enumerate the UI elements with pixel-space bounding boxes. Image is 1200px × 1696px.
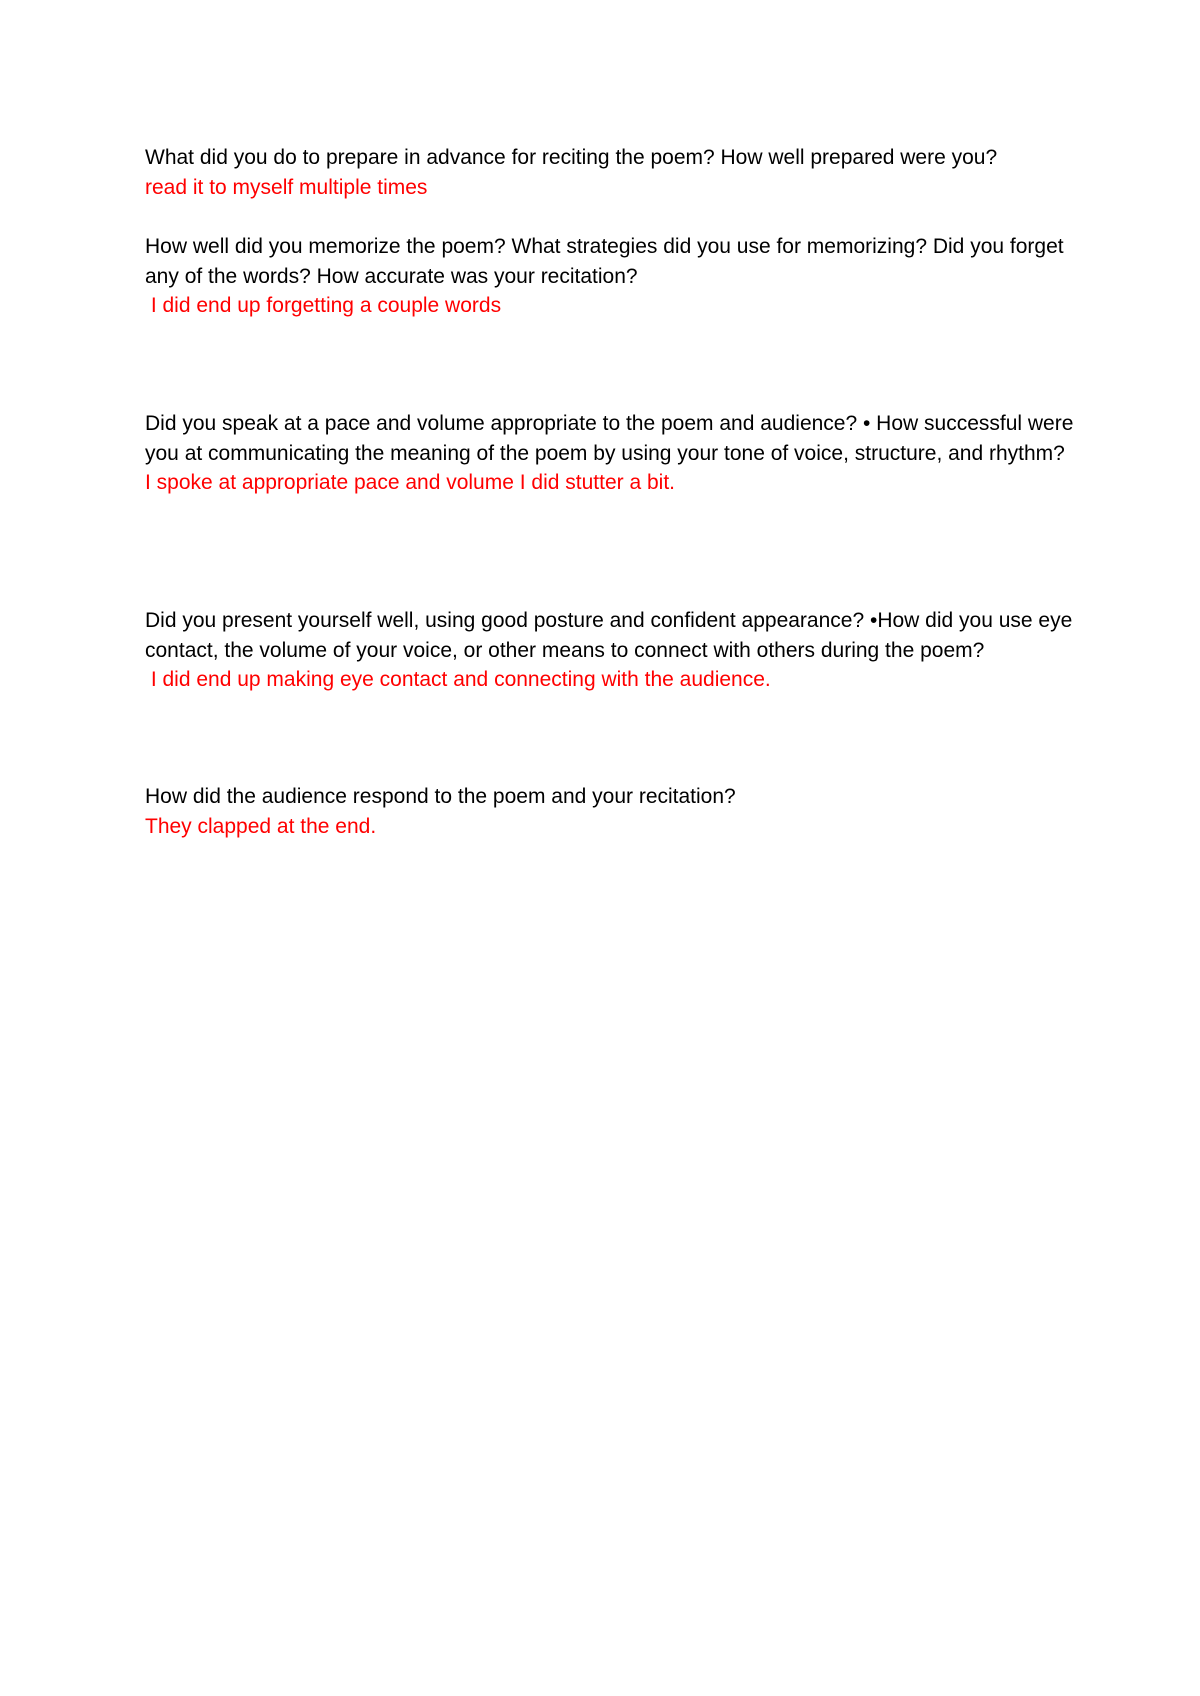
answer-text: read it to myself multiple times (145, 175, 428, 199)
question-text: What did you do to prepare in advance for reciting the poem? How well prepared were you? (145, 146, 998, 169)
qa-item-presentation (145, 606, 1075, 695)
qa-item-prepare (145, 143, 1075, 202)
qa-item-memorize (145, 232, 1075, 321)
answer-text: I did end up making eye contact and connecting with the audience. (145, 668, 771, 691)
question-text: How did the audience respond to the poem and your recitation? (145, 785, 736, 808)
qa-item-pace-volume (145, 409, 1075, 498)
question-text: Did you speak at a pace and volume appropriate to the poem and audience? • How successful were you at communicating the meaning of the poem by using your tone of voice, structure, and rhythm? (145, 412, 1074, 465)
qa-item-audience (145, 782, 1075, 841)
answer-text: They clapped at the end. (145, 814, 377, 838)
answer-text: I did end up forgetting a couple words (145, 294, 502, 317)
question-text: How well did you memorize the poem? What strategies did you use for memorizing? Did you forget any of the words? How accurate was your recitation? (145, 235, 1064, 288)
answer-text: I spoke at appropriate pace and volume I did stutter a bit. (145, 471, 675, 494)
question-text: Did you present yourself well, using good posture and confident appearance? •How did you use eye contact, the volume of your voice, or other means to connect with others during the poem? (145, 609, 1073, 662)
